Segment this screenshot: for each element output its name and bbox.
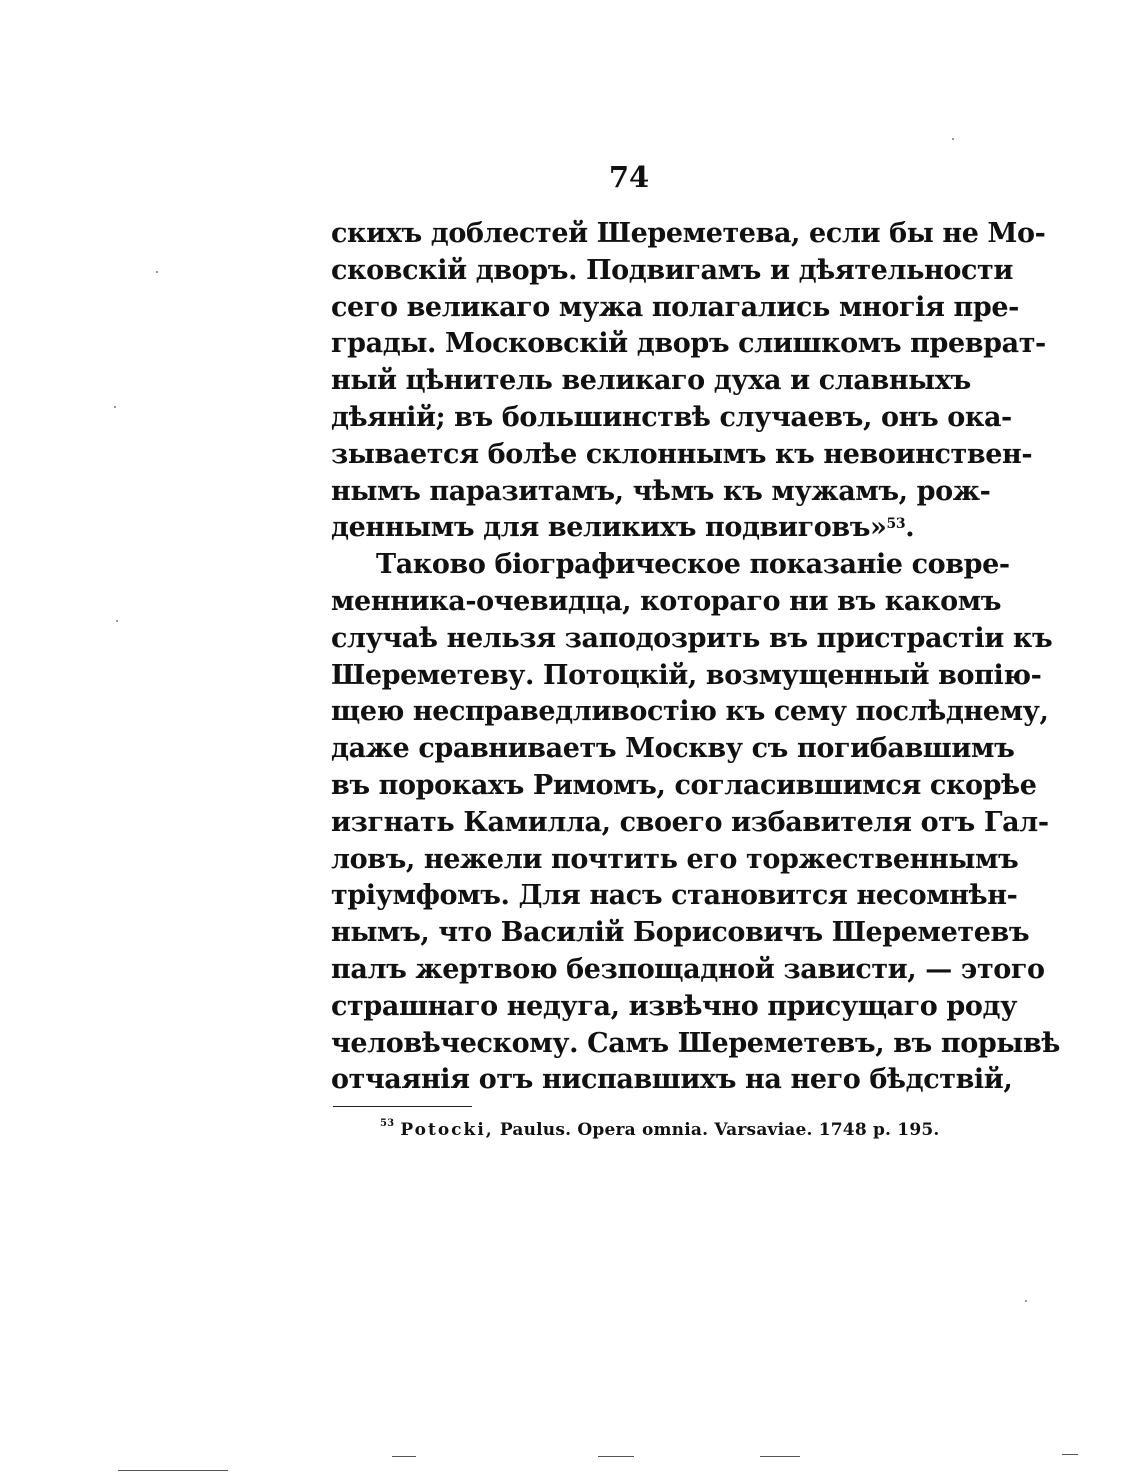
text-line: нымъ паразитамъ, чѣмъ къ мужамъ, рож- [331, 475, 991, 507]
text-line: тріумфомъ. Для насъ становится несомнѣн- [331, 880, 1018, 912]
text-line: грады. Московскій дворъ слишкомъ преврат- [331, 328, 1046, 360]
text-line-content: деннымъ для великихъ подвиговъ» [331, 512, 887, 544]
text-line: сего великаго мужа полагались многія пре- [331, 291, 1019, 323]
scan-speck [1025, 1300, 1027, 1302]
footnote-mark: 53 [380, 1118, 395, 1129]
text-line: зывается болѣе склоннымъ къ невоинствен- [331, 438, 1033, 470]
text-line: въ порокахъ Римомъ, согласившимся скорѣе [331, 769, 1037, 801]
text-line: случаѣ нельзя заподозрить въ пристрастіи къ [331, 622, 1053, 654]
text-line-end: . [905, 512, 915, 544]
text-line: даже сравниваетъ Москву съ погибавшимъ [331, 733, 1015, 765]
text-line: ный цѣнитель великаго духа и славныхъ [331, 365, 971, 397]
text-line: человѣческому. Самъ Шереметевъ, въ порывѣ [331, 1027, 1060, 1059]
text-line: Шереметеву. Потоцкій, возмущенный вопію- [331, 659, 1042, 691]
scan-edge-mark [760, 1456, 800, 1457]
footnote [380, 1120, 940, 1140]
scan-edge-mark [598, 1456, 634, 1457]
text-line: отчаянія отъ ниспавшихъ на него бѣдствій, [331, 1064, 1013, 1096]
scan-edge-mark [392, 1456, 416, 1457]
footnote-reference[interactable]: 53 [886, 516, 906, 533]
scan-speck [116, 620, 118, 622]
footnote-divider [333, 1106, 472, 1107]
text-line: палъ жертвою безпощадной зависти, — этого [331, 953, 1045, 985]
scan-edge-mark [118, 1470, 228, 1471]
page-number: 74 [608, 160, 650, 194]
text-line: ловъ, нежели почтить его торжественнымъ [331, 843, 1019, 875]
text-line: страшнаго недуга, извѣчно присущаго роду [331, 990, 1017, 1022]
text-line: изгнать Камилла, своего избавителя отъ Гал- [331, 806, 1049, 838]
scan-speck [114, 406, 116, 408]
scan-edge-mark [1062, 1454, 1078, 1455]
body-text [331, 216, 1060, 1099]
text-line: менника-очевидца, котораго ни въ какомъ [331, 585, 1002, 617]
footnote-author: Potocki, [400, 1120, 494, 1140]
text-line: щею несправедливостію къ сему послѣднему, [331, 696, 1049, 728]
scan-speck [156, 271, 158, 273]
text-line: сковскій дворъ. Подвигамъ и дѣятельности [331, 254, 1013, 286]
footnote-text: Paulus. Opera omnia. Varsaviae. 1748 p. 195. [493, 1120, 940, 1140]
scan-speck [952, 138, 954, 140]
paragraph-2 [331, 547, 1060, 1099]
paragraph-1 [331, 216, 1046, 547]
text-line: дѣяній; въ большинствѣ случаевъ, онъ ока- [331, 401, 1012, 433]
text-line: скихъ доблестей Шереметева, если бы не Мо- [331, 218, 1046, 249]
text-line-indented: Таково біографическое показаніе совре- [376, 549, 1010, 581]
text-line: нымъ, что Василій Борисовичъ Шереметевъ [331, 917, 1030, 949]
text-line-last [331, 510, 923, 547]
